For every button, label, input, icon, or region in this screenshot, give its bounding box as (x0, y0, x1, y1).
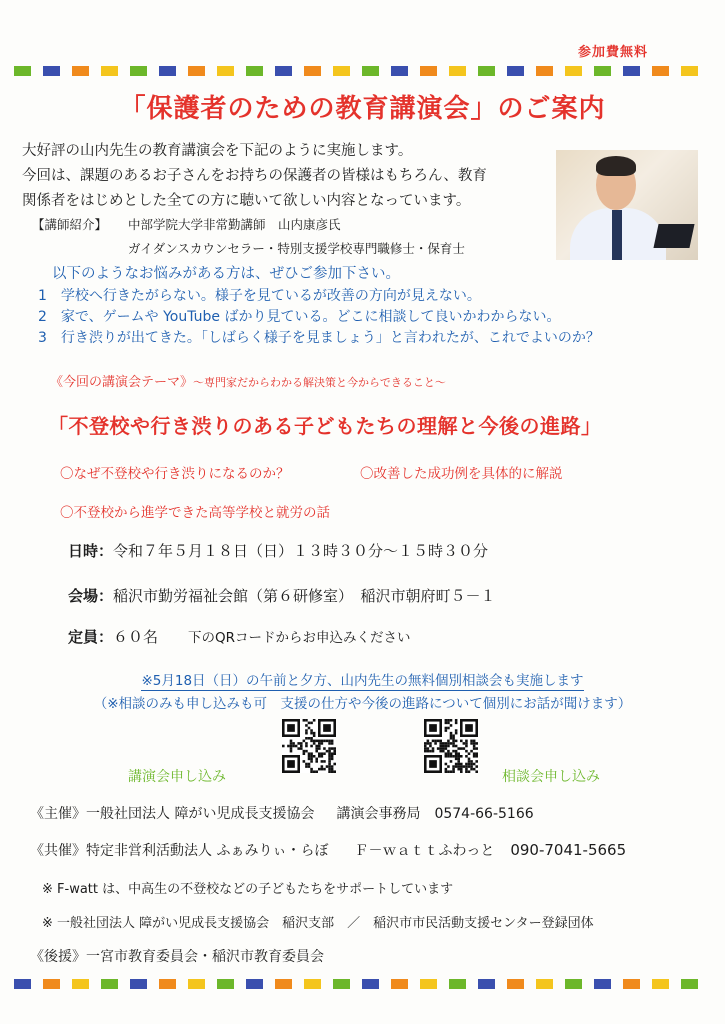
decor-dash (681, 979, 698, 989)
decor-dash (391, 979, 408, 989)
decor-dash (188, 66, 205, 76)
cohost-organizer (30, 840, 626, 860)
decor-dash (681, 66, 698, 76)
decor-dash (246, 979, 263, 989)
consultation-detail: （※相談のみも申し込みも可 支援の仕方や今後の進路について個別にお話が聞けます） (93, 696, 632, 712)
date-label: 日時： (68, 542, 114, 560)
theme-sublabel: ～専門家だからわかる解決策と今からできること～ (193, 376, 446, 389)
decor-dash (188, 979, 205, 989)
venue-value: 稲沢市勤労福祉会館（第６研修室） 稲沢市朝府町５－１ (113, 587, 496, 605)
decor-dash (565, 66, 582, 76)
lecture-signup-qr-code[interactable] (282, 719, 336, 773)
theme-point: 〇不登校から進学できた高等学校と就労の話 (60, 505, 330, 521)
decor-dash (478, 66, 495, 76)
capacity-value: ６０名 (113, 628, 159, 646)
decor-dash (594, 66, 611, 76)
host-name: 《主催》一般社団法人 障がい児成長支援協会 (30, 806, 315, 822)
decor-dash (623, 979, 640, 989)
decor-dash (507, 979, 524, 989)
intro-text (22, 139, 542, 214)
decor-dash (217, 66, 234, 76)
decor-dash (362, 979, 379, 989)
lecturer-photo (556, 150, 698, 260)
host-office: 講演会事務局 0574-66-5166 (336, 806, 534, 822)
intro-line: 関係者をはじめとした全ての方に聴いて欲しい内容となっています。 (22, 193, 471, 209)
decor-dash (159, 66, 176, 76)
decor-dash (536, 979, 553, 989)
qr-instruction: 下のQRコードからお申込みください (188, 630, 411, 646)
intro-line: 今回は、課題のあるお子さんをお持ちの保護者の皆様はもちろん、教育 (22, 168, 487, 184)
worry-item: 1 学校へ行きたがらない。様子を見ているが改善の方向が見えない。 (38, 288, 481, 304)
consult-signup-label: 相談会申し込み (502, 769, 600, 785)
theme-point: 〇なぜ不登校や行き渋りになるのか？ (60, 466, 290, 482)
decor-dash (507, 66, 524, 76)
decor-dash (101, 66, 118, 76)
worry-item: 3 行き渋りが出てきた。「しばらく様子を見ましょう」と言われたが、これでよいのか？ (38, 330, 600, 346)
decor-dash (449, 979, 466, 989)
decor-dash (333, 66, 350, 76)
lecture-signup-label: 講演会申し込み (128, 769, 226, 785)
support-organizer: 《後援》一宮市教育委員会・稲沢市教育委員会 (30, 949, 324, 965)
worries-heading: 以下のようなお悩みがある方は、ぜひご参加下さい。 (52, 266, 400, 282)
decor-dash (101, 979, 118, 989)
decor-dash (43, 66, 60, 76)
event-venue (68, 585, 496, 606)
consult-signup-qr-code[interactable] (424, 719, 478, 773)
decor-dash (565, 979, 582, 989)
cohost-group: Ｆ－ｗａｔｔふわっと (354, 843, 495, 859)
consultation-notice (0, 669, 725, 689)
decor-dash (72, 66, 89, 76)
decor-dash (72, 979, 89, 989)
decor-dash (449, 66, 466, 76)
cohost-phone: 090-7041-5665 (510, 841, 627, 859)
host-organizer (30, 803, 534, 823)
decor-dash (304, 66, 321, 76)
decor-dash (159, 979, 176, 989)
decor-dash (333, 979, 350, 989)
decor-dash (594, 979, 611, 989)
decor-dash (130, 66, 147, 76)
decor-dash (420, 979, 437, 989)
capacity-label: 定員： (68, 628, 114, 646)
lecturer-info (32, 213, 465, 261)
qr-icon (282, 719, 336, 773)
decor-dash (14, 979, 31, 989)
decor-dash (623, 66, 640, 76)
event-date (68, 540, 488, 561)
decor-dash (217, 979, 234, 989)
decor-dash (43, 979, 60, 989)
decor-dash (478, 979, 495, 989)
cohost-name: 《共催》特定非営利活動法人 ふぁみりぃ・らぼ (30, 843, 329, 859)
decor-dash (362, 66, 379, 76)
venue-label: 会場： (68, 587, 114, 605)
decor-dash (130, 979, 147, 989)
theme-title: 「不登校や行き渋りのある子どもたちの理解と今後の進路」 (48, 414, 602, 438)
decor-dash (536, 66, 553, 76)
lecturer-line: ガイダンスカウンセラー・特別支援学校専門職修士・保育士 (128, 241, 465, 256)
decor-dash (652, 66, 669, 76)
lecturer-line: 中部学院大学非常勤講師 山内康彦氏 (128, 217, 341, 232)
intro-line: 大好評の山内先生の教育講演会を下記のように実施します。 (22, 143, 413, 159)
decor-dash (246, 66, 263, 76)
decor-dash (275, 66, 292, 76)
consultation-line: ※5月18日（日）の午前と夕方、山内先生の無料個別相談会も実施します (141, 673, 584, 689)
theme-label (50, 371, 446, 390)
theme-point: 〇改善した成功例を具体的に解説 (360, 466, 563, 482)
qr-icon (424, 719, 478, 773)
branch-note: ※ 一般社団法人 障がい児成長支援協会 稲沢支部 ／ 稲沢市市民活動支援センター登録団体 (42, 916, 594, 931)
bottom-decor-border (14, 979, 711, 989)
theme-label-text: 《今回の講演会テーマ》 (50, 375, 194, 390)
decor-dash (275, 979, 292, 989)
lecturer-label: 【講師紹介】 (32, 217, 108, 232)
worry-item: 2 家で、ゲームや YouTube ばかり見ている。どこに相談して良いかわからない。 (38, 309, 561, 325)
event-capacity (68, 626, 411, 647)
page-title: 「保護者のための教育講演会」のご案内 (119, 94, 606, 124)
decor-dash (420, 66, 437, 76)
date-value: 令和７年５月１８日（日）１３時３０分～１５時３０分 (113, 542, 489, 560)
fwatt-note: ※ F-watt は、中高生の不登校などの子どもたちをサポートしています (42, 882, 454, 897)
top-decor-border (14, 66, 711, 76)
decor-dash (391, 66, 408, 76)
decor-dash (304, 979, 321, 989)
decor-dash (652, 979, 669, 989)
decor-dash (14, 66, 31, 76)
free-admission-badge: 参加費無料 (578, 45, 649, 60)
